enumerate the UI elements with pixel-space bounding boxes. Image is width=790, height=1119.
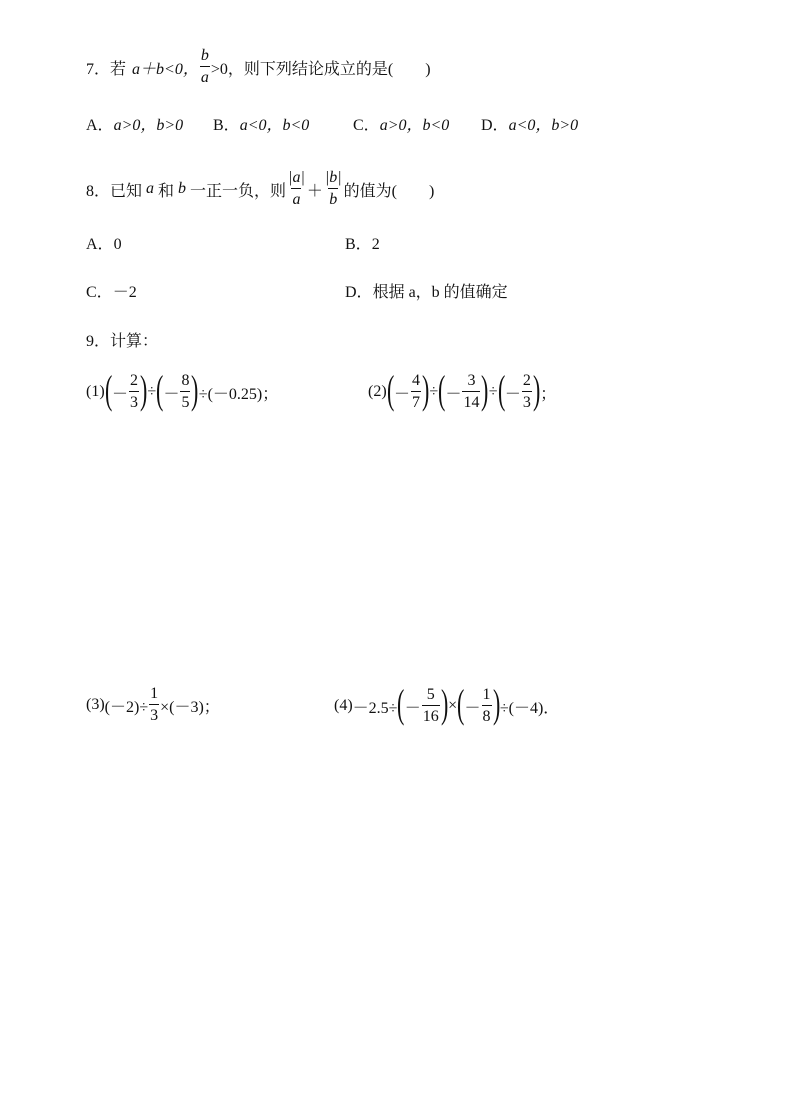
times-sign: × xyxy=(448,697,458,714)
q9-p3-den: 3 xyxy=(149,704,159,724)
q8-mid: 一正一负，则 xyxy=(190,182,287,200)
minus-sign: － xyxy=(404,699,421,717)
q7-option-a xyxy=(86,112,183,135)
q8-option-a-text: 0 xyxy=(113,236,122,253)
q7-condition-tail: >0，则下列结论成立的是( ) xyxy=(210,60,431,78)
q9-p2-frac-3 xyxy=(522,373,532,411)
q7-option-c xyxy=(353,112,449,135)
q7-fraction-b-over-a xyxy=(200,48,210,86)
right-paren-icon: ) xyxy=(481,367,489,412)
right-paren-icon: ) xyxy=(191,367,199,412)
q8-f1-den: a xyxy=(291,188,301,208)
q9-p2-frac-1 xyxy=(411,373,421,411)
q8-var-b: b xyxy=(178,180,187,197)
left-paren-icon: ( xyxy=(397,681,405,726)
q9-p2-frac-2 xyxy=(462,373,480,411)
q9-part-4 xyxy=(334,681,560,726)
right-paren-icon: ) xyxy=(139,367,148,412)
q8-option-d xyxy=(345,279,508,302)
q7-option-b-text: a<0，b<0 xyxy=(239,117,310,134)
right-paren-icon: ) xyxy=(492,681,500,726)
q7-option-a-text: a>0，b>0 xyxy=(113,117,184,134)
q8-option-c-label: C． xyxy=(86,284,113,301)
q9-p4-frac-2 xyxy=(482,687,492,725)
q8-and: 和 xyxy=(158,182,175,200)
left-paren-icon: ( xyxy=(104,367,112,412)
q8-f2-num: |b| xyxy=(324,169,342,186)
q8-post: 的值为( ) xyxy=(343,182,435,200)
q9-p3-tail: ×(－3)； xyxy=(160,698,220,716)
q9-p2-f1-den: 7 xyxy=(411,391,421,411)
q7-option-d-text: a<0，b>0 xyxy=(508,117,579,134)
q7-option-d-label: D． xyxy=(481,117,509,134)
q7-option-b xyxy=(213,112,309,135)
q9-p1-f1-num: 2 xyxy=(130,372,138,389)
q8-fraction-abs-b-over-b xyxy=(324,170,343,208)
question-7 xyxy=(86,48,431,86)
q7-pre: 若 xyxy=(110,60,127,78)
divide-sign: ÷ xyxy=(429,383,439,400)
divide-sign: ÷ xyxy=(147,383,157,400)
q9-p4-tail: ÷(－4)． xyxy=(499,699,560,717)
q9-p2-f2-den: 14 xyxy=(462,391,480,411)
q7-option-b-label: B． xyxy=(213,117,240,134)
question-8 xyxy=(86,170,434,208)
left-paren-icon: ( xyxy=(156,367,164,412)
minus-sign: － xyxy=(504,385,521,403)
q9-p3-num: 1 xyxy=(150,685,159,702)
q8-f1-num: |a| xyxy=(288,169,305,186)
q7-number: 7． xyxy=(86,60,111,78)
q9-p1-tail: ÷(－0.25)； xyxy=(198,385,279,403)
left-paren-icon: ( xyxy=(386,367,394,412)
q8-option-a xyxy=(86,231,122,254)
q8-f2-den: b xyxy=(328,188,338,208)
q9-part-1 xyxy=(86,367,279,412)
q9-p2-f1-num: 4 xyxy=(412,372,420,389)
minus-sign: － xyxy=(111,385,128,403)
q9-p3-label: (3) xyxy=(86,696,105,713)
q7-option-d xyxy=(481,112,578,135)
q9-p4-label: (4) xyxy=(334,697,353,714)
q9-part-3 xyxy=(86,686,220,724)
q9-p4-f2-num: 1 xyxy=(482,686,491,703)
q8-option-b-label: B． xyxy=(345,236,372,253)
q9-p4-f1-den: 16 xyxy=(422,705,440,725)
q7-option-a-label: A． xyxy=(86,117,114,134)
q8-pre: 已知 xyxy=(110,182,143,200)
q8-option-c xyxy=(86,279,137,302)
q9-p2-f2-num: 3 xyxy=(467,372,476,389)
q9-p1-f2-den: 5 xyxy=(180,391,190,411)
q9-p4-f2-den: 8 xyxy=(482,705,492,725)
q9-p1-f2-num: 8 xyxy=(181,372,190,389)
q9-p2-f3-num: 2 xyxy=(522,372,531,389)
right-paren-icon: ) xyxy=(532,367,541,412)
q7-option-c-text: a>0，b<0 xyxy=(379,117,450,134)
q7-frac-den: a xyxy=(200,66,210,86)
q9-p4-f1-num: 5 xyxy=(426,686,435,703)
q9-p1-frac-2 xyxy=(180,373,190,411)
q9-p4-frac-1 xyxy=(422,687,440,725)
divide-sign: ÷ xyxy=(488,383,498,400)
q9-p2-f3-den: 3 xyxy=(522,391,532,411)
q8-var-a: a xyxy=(146,180,155,197)
q9-p1-label: (1) xyxy=(86,383,105,400)
left-paren-icon: ( xyxy=(438,367,446,412)
q8-option-b xyxy=(345,231,380,254)
q9-p2-tail: ； xyxy=(540,385,557,403)
q9-title: 9．计算： xyxy=(86,333,159,350)
q9-p1-f1-den: 3 xyxy=(129,391,139,411)
q8-fraction-abs-a-over-a xyxy=(287,170,306,208)
q9-p3-head: (－2)÷ xyxy=(104,698,149,716)
right-paren-icon: ) xyxy=(440,681,449,726)
q9-p3-frac xyxy=(149,686,159,724)
left-paren-icon: ( xyxy=(457,681,465,726)
left-paren-icon: ( xyxy=(497,367,505,412)
q9-p2-label: (2) xyxy=(368,383,387,400)
right-paren-icon: ) xyxy=(421,367,430,412)
q9-p1-frac-1 xyxy=(129,373,139,411)
q7-frac-num: b xyxy=(200,47,209,64)
minus-sign: － xyxy=(393,385,410,403)
minus-sign: － xyxy=(445,385,462,403)
q7-condition-sum: a＋b<0， xyxy=(132,60,199,78)
q8-option-a-label: A． xyxy=(86,236,114,253)
q8-option-d-label: D． xyxy=(345,284,373,301)
q8-option-d-text: 根据 a，b 的值确定 xyxy=(372,284,508,301)
minus-sign: － xyxy=(464,699,481,717)
q9-part-2 xyxy=(368,367,557,412)
q9-p4-head: －2.5÷ xyxy=(352,699,398,717)
minus-sign: － xyxy=(163,385,180,403)
q7-option-c-label: C． xyxy=(353,117,380,134)
q8-number: 8． xyxy=(86,182,111,200)
q8-plus: ＋ xyxy=(306,182,323,200)
q8-option-c-text: －2 xyxy=(112,284,137,301)
q8-option-b-text: 2 xyxy=(371,236,380,253)
